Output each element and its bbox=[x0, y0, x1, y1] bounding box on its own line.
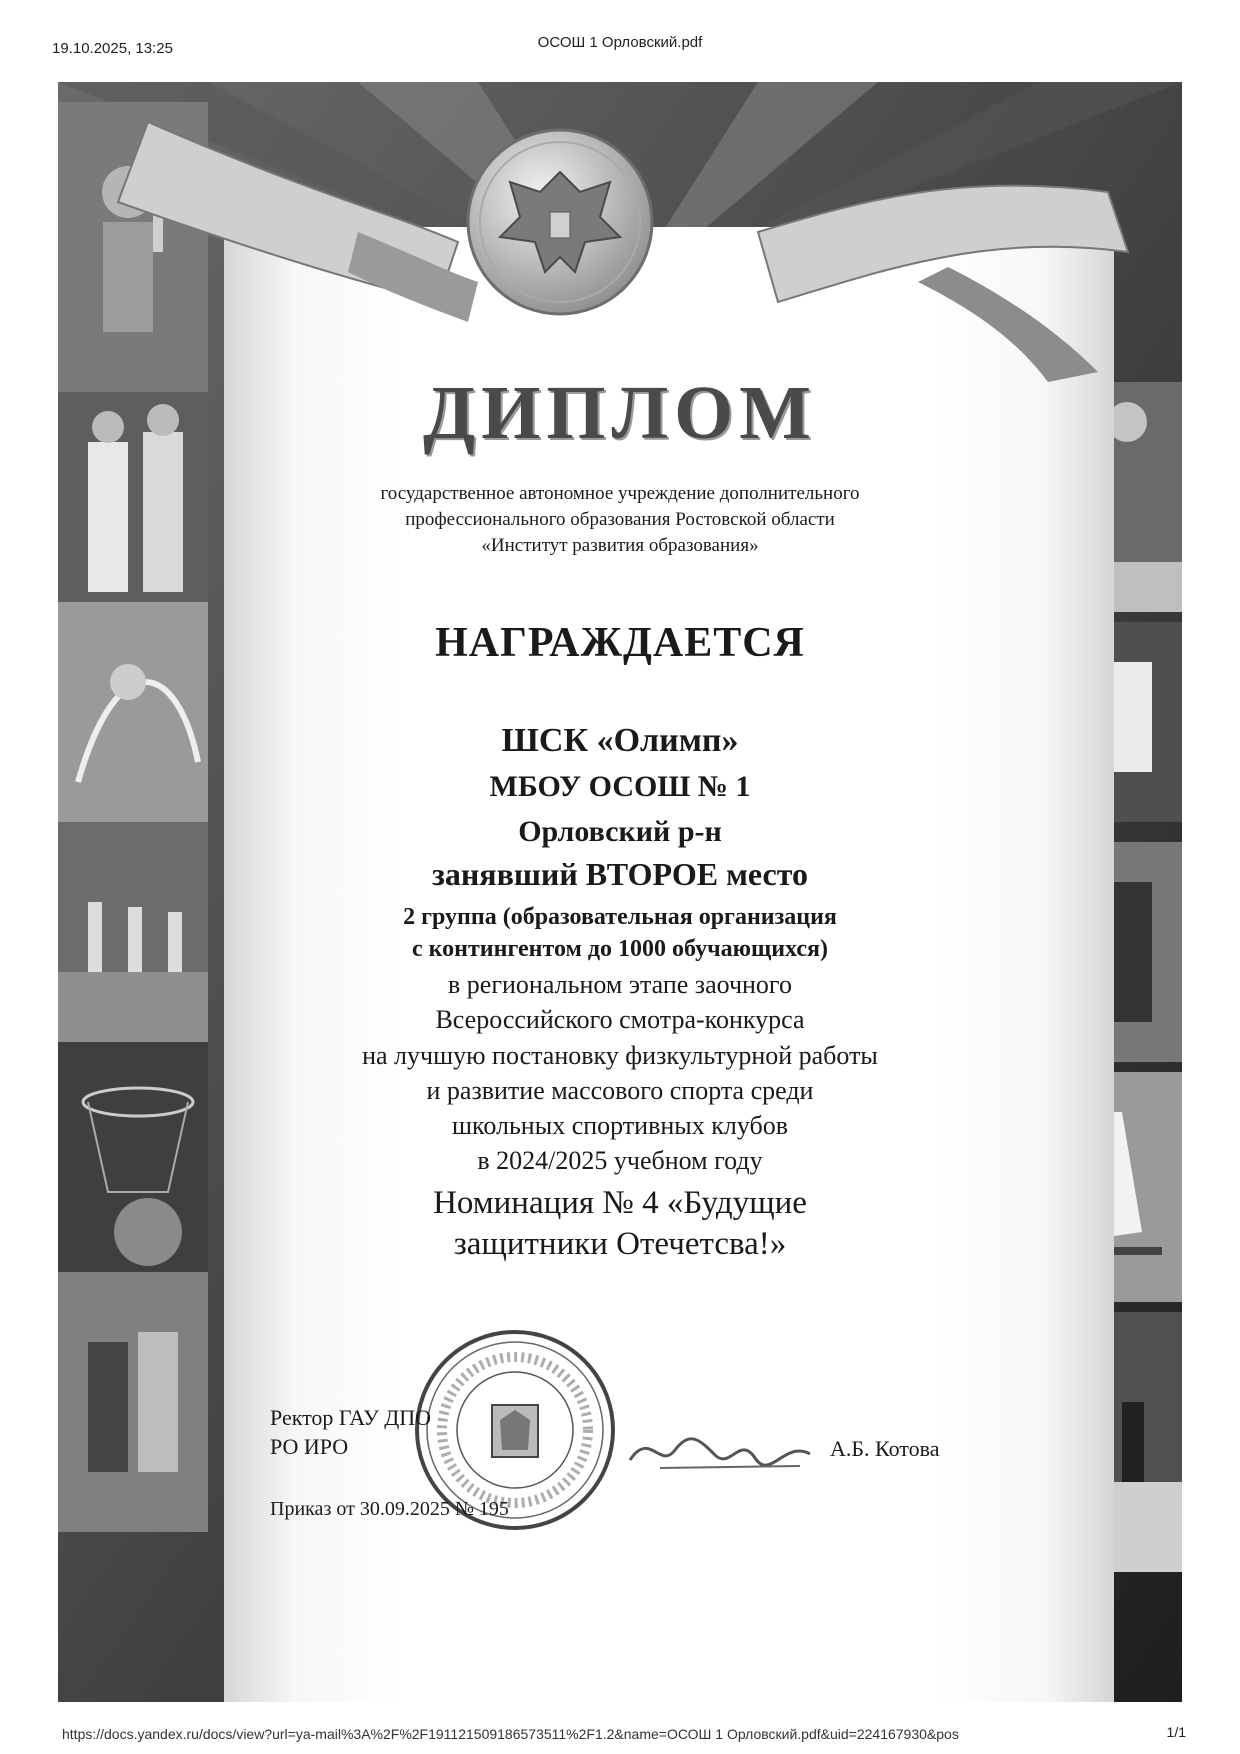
school-name: МБОУ ОСОШ № 1 bbox=[489, 770, 751, 803]
print-url: https://docs.yandex.ru/docs/view?url=ya-mail%3A%2F%2F191121509186573511%2F1.2&name=ОСОШ 1 Орловский.pdf&uid=224167930&pos bbox=[62, 1726, 959, 1742]
awarded-heading: НАГРАЖДАЕТСЯ bbox=[435, 620, 805, 666]
handwritten-signature bbox=[620, 1420, 820, 1480]
issuer-line: государственное автономное учреждение дополнительного bbox=[380, 483, 860, 504]
signer-title: Ректор ГАУ ДПО bbox=[270, 1405, 432, 1430]
nomination-line: защитники Отечетсва!» bbox=[453, 1226, 787, 1262]
order-reference: Приказ от 30.09.2025 № 195 bbox=[270, 1498, 509, 1520]
body-line: и развитие массового спорта среди bbox=[426, 1076, 814, 1105]
issuer-line: «Институт развития образования» bbox=[481, 535, 759, 556]
issuer-line: профессионального образования Ростовской области bbox=[405, 509, 835, 530]
diploma-title: ДИПЛОМ bbox=[423, 371, 817, 455]
sport-photo-wrestling bbox=[58, 1272, 208, 1532]
signer-title: РО ИРО bbox=[270, 1434, 349, 1459]
print-date: 19.10.2025, 13:25 bbox=[52, 40, 173, 57]
group-line: 2 группа (образовательная организация bbox=[403, 904, 837, 930]
print-file-title: ОСОШ 1 Орловский.pdf bbox=[537, 34, 703, 51]
coat-of-arms-icon bbox=[460, 122, 660, 322]
district-name: Орловский р-н bbox=[518, 815, 722, 848]
page-number: 1/1 bbox=[1166, 1724, 1186, 1740]
body-line: школьных спортивных клубов bbox=[451, 1111, 789, 1140]
body-line: на лучшую постановку физкультурной работы bbox=[362, 1041, 878, 1070]
nomination-line: Номинация № 4 «Будущие bbox=[433, 1185, 807, 1221]
body-line: Всероссийского смотра-конкурса bbox=[435, 1005, 805, 1034]
place-text: занявший ВТОРОЕ место bbox=[432, 856, 808, 892]
body-line: в региональном этапе заочного bbox=[448, 970, 792, 999]
club-name: ШСК «Олимп» bbox=[501, 722, 739, 759]
body-line: в 2024/2025 учебном году bbox=[477, 1146, 763, 1175]
signer-name: А.Б. Котова bbox=[830, 1436, 940, 1461]
group-line: с контингентом до 1000 обучающихся) bbox=[412, 936, 828, 962]
